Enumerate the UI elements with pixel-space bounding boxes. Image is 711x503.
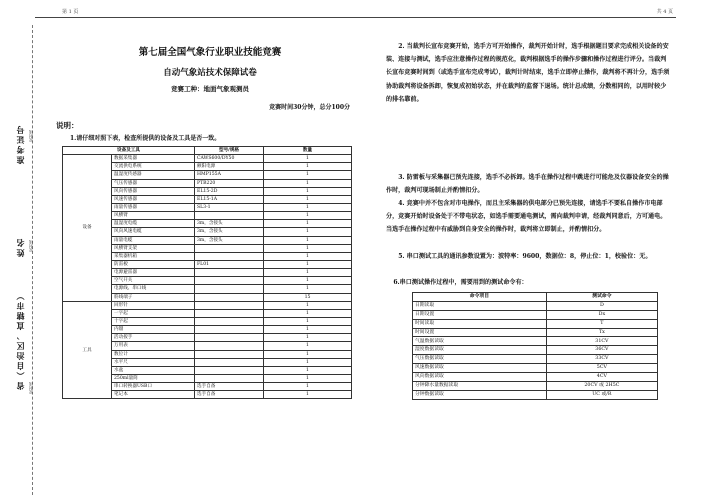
equipment-qty-cell: 1	[264, 171, 352, 179]
seal-dashed-line	[32, 25, 33, 495]
equipment-name-cell: 风横臂	[112, 212, 195, 220]
seal-line-label-1: 密封线	[28, 130, 33, 142]
table-row	[413, 301, 658, 310]
equipment-model-cell: HMP155A	[195, 171, 264, 179]
command-value-cell: UC 或/R	[546, 390, 657, 399]
exam-subtitle: 自动气象站技术保障试卷	[163, 68, 257, 78]
table-row	[413, 373, 658, 382]
seal-line-label-2: 密封线	[28, 240, 33, 252]
equipment-name-cell: 万用表	[112, 342, 195, 350]
equipment-name-cell: 雨量电缆	[112, 236, 195, 244]
equipment-name-cell: 回形针	[112, 301, 195, 309]
equipment-qty-cell: 1	[264, 269, 352, 277]
equipment-model-cell	[195, 269, 264, 277]
table-row	[413, 364, 658, 373]
command-value-cell: Dx	[546, 310, 657, 319]
equipment-qty-cell: 1	[264, 179, 352, 187]
table-row	[63, 301, 352, 309]
equipment-name-cell: 水平尺	[112, 358, 195, 366]
equipment-qty-cell: 1	[264, 155, 352, 163]
command-value-cell: Tx	[546, 328, 657, 337]
table-row	[63, 155, 352, 163]
equipment-model-cell	[195, 252, 264, 260]
command-value-cell: T	[546, 319, 657, 328]
command-value-cell: 4CV	[546, 373, 657, 382]
equipment-name-cell: 250ml量筒	[112, 374, 195, 382]
instruction-item-6: 6.串口测试操作过程中，需要用到的测试命令有：	[393, 279, 528, 286]
equipment-name-cell: 活动扳手	[112, 334, 195, 342]
equipment-name-cell: 温湿度传感器	[112, 171, 195, 179]
equipment-name-cell: 十字起	[112, 317, 195, 325]
equipment-qty-cell: 1	[264, 301, 352, 309]
equipment-model-cell	[195, 244, 264, 252]
equipment-name-cell: 空气开关	[112, 277, 195, 285]
equipment-qty-cell: 1	[264, 309, 352, 317]
equipment-name-cell: 筋线端子	[112, 293, 195, 301]
equipment-name-cell: 交流供电系统	[112, 163, 195, 171]
equipment-model-cell: 3m，含接头	[195, 228, 264, 236]
equipment-header-model: 型号/规格	[195, 147, 264, 155]
equipment-model-cell: CAWS600/DY50	[195, 155, 264, 163]
equipment-model-cell: 3m，含接头	[195, 220, 264, 228]
equipment-qty-cell: 1	[264, 244, 352, 252]
command-table	[412, 292, 658, 400]
table-row	[413, 328, 658, 337]
page-number-right: 共 4 页	[656, 9, 673, 15]
equipment-name-cell: 温湿度电缆	[112, 220, 195, 228]
equipment-qty-cell: 1	[264, 277, 352, 285]
equipment-model-cell	[195, 366, 264, 374]
table-row	[413, 319, 658, 328]
exam-title: 第七届全国气象行业职业技能竞赛	[138, 47, 282, 58]
equipment-qty-cell: 1	[264, 212, 352, 220]
command-item-cell: 风向数据读取	[413, 373, 547, 382]
command-value-cell: 20CV 或 2H5C	[546, 381, 657, 390]
equipment-model-cell	[195, 342, 264, 350]
equipment-model-cell: 选手自备	[195, 383, 264, 391]
command-value-cell: D	[546, 301, 657, 310]
equipment-model-cell	[195, 309, 264, 317]
page-number-left: 第 1 页	[62, 9, 79, 15]
equipment-name-cell: 电源避雷器	[112, 269, 195, 277]
equipment-qty-cell: 1	[264, 317, 352, 325]
equipment-table	[62, 146, 352, 399]
command-header-item: 命令项目	[413, 293, 547, 302]
equipment-qty-cell: 1	[264, 334, 352, 342]
equipment-model-cell	[195, 350, 264, 358]
equipment-qty-cell: 1	[264, 358, 352, 366]
equipment-name-cell: 电源线、串口线	[112, 285, 195, 293]
command-value-cell: 36CV	[546, 346, 657, 355]
equipment-qty-cell: 15	[264, 293, 352, 301]
equipment-name-cell: 气压传感器	[112, 179, 195, 187]
instruction-item-4: 4. 竞赛中并不包含对市电操作，而且主采集器的供电部分已预先连接，请选手不要私自操作市电部分，竞赛开始时设备处于不带电状态，如选手需要通电测试，需向裁判申请，经裁判同意后，方可通电。当选手在操作过程中有威胁到自身安全的操作时，裁判将立即制止，并酌情扣分。	[386, 200, 667, 234]
equipment-qty-cell: 1	[264, 195, 352, 203]
instruction-item-5: 5. 串口测试工具的通讯参数设置为：波特率：9600，数据位：8，停止位：1，校验位：无。	[398, 253, 652, 260]
command-value-cell: 33CV	[546, 355, 657, 364]
equipment-model-cell	[195, 374, 264, 382]
equipment-category: 工具	[63, 301, 112, 399]
equipment-header-name: 设备及工具	[63, 147, 195, 155]
equipment-qty-cell: 1	[264, 285, 352, 293]
equipment-qty-cell: 1	[264, 236, 352, 244]
unit-label: 省（自治区、直辖市）	[15, 290, 25, 390]
equipment-name-cell: 雨量传感器	[112, 203, 195, 211]
command-item-cell: 气压数据读取	[413, 355, 547, 364]
command-item-cell: 风速数据读取	[413, 364, 547, 373]
instruction-item-3: 3. 防雷板与采集器已预先连接，选手不必拆卸。选手在操作过程中跳进行可能危及仪器设备安全的操作时，裁判可现场制止并酌情扣分。	[386, 174, 669, 195]
command-item-cell: 日期设置	[413, 310, 547, 319]
equipment-model-cell	[195, 293, 264, 301]
equipment-qty-cell: 1	[264, 252, 352, 260]
equipment-name-cell: 笔记本	[112, 391, 195, 399]
equipment-model-cell	[195, 358, 264, 366]
equipment-header-qty: 数量	[264, 147, 352, 155]
command-item-cell: 时间读取	[413, 319, 547, 328]
command-value-cell: 5CV	[546, 364, 657, 373]
command-item-cell: 时间设置	[413, 328, 547, 337]
command-item-cell: 气温数据读取	[413, 337, 547, 346]
equipment-name-cell: 数据采集器	[112, 155, 195, 163]
equipment-model-cell	[195, 285, 264, 293]
instruction-item-1: 1.请仔细对照下表，检查所提供的设备及工具是否一致。	[70, 135, 221, 142]
equipment-model-cell	[195, 212, 264, 220]
equipment-name-cell: 风速传感器	[112, 195, 195, 203]
equipment-qty-cell: 1	[264, 260, 352, 268]
equipment-qty-cell: 1	[264, 163, 352, 171]
equipment-qty-cell: 1	[264, 391, 352, 399]
equipment-qty-cell: 1	[264, 350, 352, 358]
command-item-cell: 日期读取	[413, 301, 547, 310]
exam-id-label: 准考证号	[15, 124, 25, 164]
equipment-name-cell: 串口转换器USB口	[112, 383, 195, 391]
equipment-name-cell: 内镊	[112, 326, 195, 334]
equipment-name-cell: 风向传感器	[112, 187, 195, 195]
equipment-category: 设备	[63, 155, 112, 302]
equipment-name-cell: 风横臂支架	[112, 244, 195, 252]
exam-job-type: 竞赛工种：地面气象观测员	[171, 85, 249, 93]
equipment-model-cell	[195, 301, 264, 309]
equipment-model-cell: 选手自备	[195, 391, 264, 399]
command-item-cell: 分钟降水量数据读取	[413, 381, 547, 390]
equipment-model-cell	[195, 334, 264, 342]
equipment-name-cell: 数位计	[112, 350, 195, 358]
equipment-model-cell: PTB220	[195, 179, 264, 187]
equipment-qty-cell: 1	[264, 383, 352, 391]
equipment-name-cell: 一字起	[112, 309, 195, 317]
equipment-model-cell: FL01	[195, 260, 264, 268]
equipment-name-cell: 采集器机箱	[112, 252, 195, 260]
equipment-qty-cell: 1	[264, 374, 352, 382]
instruction-item-2: 2. 当裁判长宣布竞赛开始，选手方可开始操作，裁判开始计时，选手根据题目要求完成相关设备的安装、连接与测试，选手应注意操作过程的规范化，裁判根据选手的操作步骤和操作过程进行评分。当裁判长宣布竞赛时间到（或选手宣布完成考试），裁判计时结束，选手立即停止操作，裁判将不再计分，选手须协助裁判将设备拆卸，恢复成初始状态，并在裁判的监督下退场。统计总成绩，分数相同的，以用时较少的排名靠前。	[386, 43, 670, 103]
table-row	[413, 337, 658, 346]
equipment-model-cell	[195, 277, 264, 285]
table-row	[413, 390, 658, 399]
equipment-model-cell: 额阳电源	[195, 163, 264, 171]
table-row	[413, 346, 658, 355]
equipment-qty-cell: 1	[264, 187, 352, 195]
table-row	[413, 310, 658, 319]
equipment-name-cell: 风向风速电缆	[112, 228, 195, 236]
table-row	[413, 381, 658, 390]
command-header-command: 测试命令	[546, 293, 657, 302]
command-value-cell: 31CV	[546, 337, 657, 346]
instructions-heading: 说明：	[56, 121, 79, 130]
equipment-qty-cell: 1	[264, 203, 352, 211]
equipment-model-cell: 3m，含接头	[195, 236, 264, 244]
equipment-model-cell	[195, 326, 264, 334]
equipment-qty-cell: 1	[264, 366, 352, 374]
equipment-model-cell: EL15-2D	[195, 187, 264, 195]
name-label: 姓名	[15, 237, 25, 257]
equipment-name-cell: 水盆	[112, 366, 195, 374]
equipment-name-cell: 防雷板	[112, 260, 195, 268]
command-item-cell: 分钟数据读取	[413, 390, 547, 399]
equipment-model-cell: SL3-1	[195, 203, 264, 211]
equipment-model-cell	[195, 317, 264, 325]
header-rule	[35, 17, 676, 18]
equipment-qty-cell: 1	[264, 342, 352, 350]
equipment-qty-cell: 1	[264, 220, 352, 228]
equipment-model-cell: EL15-1A	[195, 195, 264, 203]
equipment-qty-cell: 1	[264, 228, 352, 236]
equipment-qty-cell: 1	[264, 326, 352, 334]
exam-time-score: 竞赛时间30分钟，总分100分	[269, 104, 350, 111]
table-row	[413, 355, 658, 364]
seal-line-label-3: 密封线	[28, 382, 33, 394]
command-item-cell: 湿度数据读取	[413, 346, 547, 355]
